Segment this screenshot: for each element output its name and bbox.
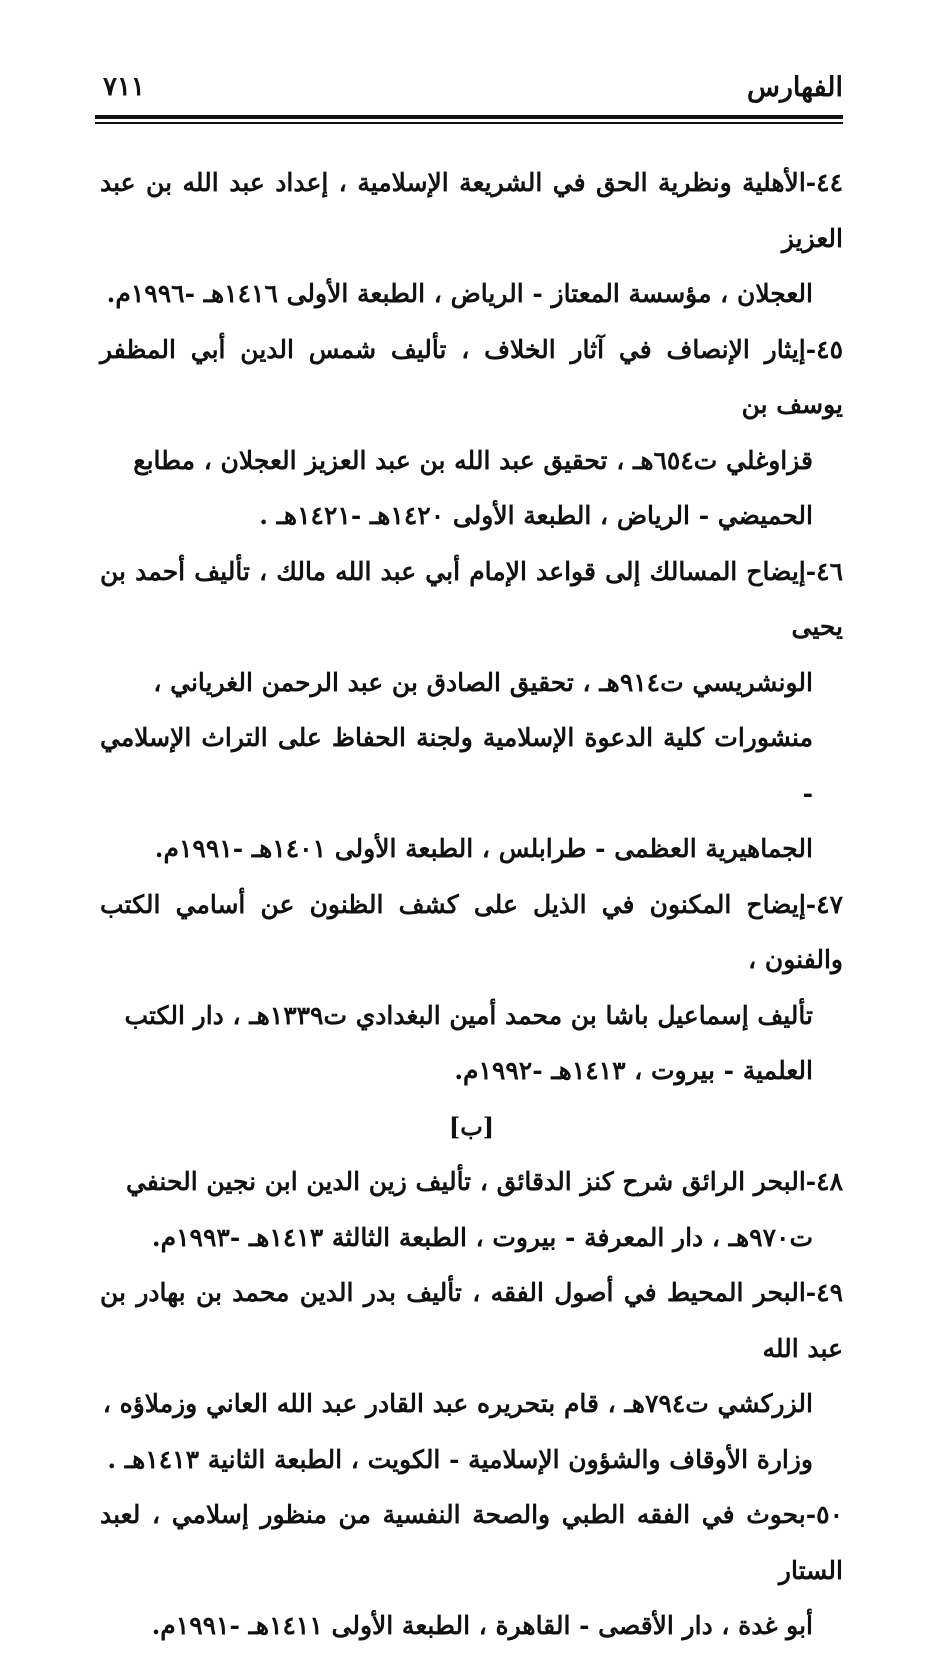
bibliography-entry-47 — [100, 877, 843, 1099]
entry-line: ت٩٧٠هـ ، دار المعرفة - بيروت ، الطبعة الثالثة ١٤١٣هـ -١٩٩٣م. — [151, 1222, 813, 1252]
page-number: ٧١١ — [103, 72, 145, 102]
entry-line: قزاوغلي ت٦٥٤هـ ، تحقيق عبد الله بن عبد العزيز العجلان ، مطابع — [133, 445, 813, 475]
bibliography-list — [100, 155, 843, 1654]
section-title: الفهارس — [746, 72, 843, 103]
entry-line: تأليف إسماعيل باشا بن محمد أمين البغدادي ت١٣٣٩هـ ، دار الكتب — [124, 1000, 813, 1030]
bibliography-entry-50 — [100, 1487, 843, 1654]
entry-line: ٤٨-البحر الرائق شرح كنز الدقائق ، تأليف زين الدين ابن نجين الحنفي — [125, 1167, 843, 1196]
entry-line: ٤٦-إيضاح المسالك إلى قواعد الإمام أبي عبد الله مالك ، تأليف أحمد بن يحيى — [100, 556, 843, 641]
bibliography-entry-44 — [100, 155, 843, 322]
bibliography-entry-49 — [100, 1265, 843, 1487]
entry-line: الونشريسي ت٩١٤هـ ، تحقيق الصادق بن عبد الرحمن الغرياني ، — [153, 667, 813, 697]
entry-line: ٥٠-بحوث في الفقه الطبي والصحة النفسية من منظور إسلامي ، لعبد الستار — [100, 1500, 843, 1585]
entry-line: ٤٩-البحر المحيط في أصول الفقه ، تأليف بدر الدين محمد بن بهادر بن عبد الله — [100, 1278, 843, 1363]
entry-line: ٤٥-إيثار الإنصاف في آثار الخلاف ، تأليف شمس الدين أبي المظفر يوسف بن — [100, 334, 843, 419]
entry-line: الحميضي - الرياض ، الطبعة الأولى ١٤٢٠هـ -١٤٢١هـ . — [259, 501, 813, 530]
bibliography-entry-48 — [100, 1154, 843, 1265]
running-header — [95, 70, 843, 114]
entry-line: الزركشي ت٧٩٤هـ ، قام بتحريره عبد القادر عبد الله العاني وزملاؤه ، — [102, 1389, 813, 1418]
entry-line: وزارة الأوقاف والشؤون الإسلامية - الكويت ، الطبعة الثانية ١٤١٣هـ . — [107, 1444, 813, 1474]
entry-line: منشورات كلية الدعوة الإسلامية ولجنة الحفاظ على التراث الإسلامي - — [100, 723, 813, 808]
entry-line: ٤٧-إيضاح المكنون في الذيل على كشف الظنون عن أسامي الكتب والفنون ، — [100, 889, 843, 974]
entry-line: العجلان ، مؤسسة المعتاز - الرياض ، الطبعة الأولى ١٤١٦هـ -١٩٩٦م. — [106, 279, 813, 308]
header-rule-thick — [95, 115, 843, 119]
section-letter-heading: [ب] — [448, 1111, 495, 1141]
entry-line: أبو غدة ، دار الأقصى - القاهرة ، الطبعة الأولى ١٤١١هـ -١٩٩١م. — [151, 1611, 813, 1640]
bibliography-entry-46 — [100, 544, 843, 877]
entry-line: العلمية - بيروت ، ١٤١٣هـ -١٩٩٢م. — [454, 1056, 813, 1085]
entry-line: ٤٤-الأهلية ونظرية الحق في الشريعة الإسلامية ، إعداد عبد الله بن عبد العزيز — [100, 168, 843, 253]
header-rule-thin — [95, 122, 843, 124]
bibliography-entry-45 — [100, 322, 843, 544]
entry-line: الجماهيرية العظمى - طرابلس ، الطبعة الأولى ١٤٠١هـ -١٩٩١م. — [154, 834, 813, 863]
